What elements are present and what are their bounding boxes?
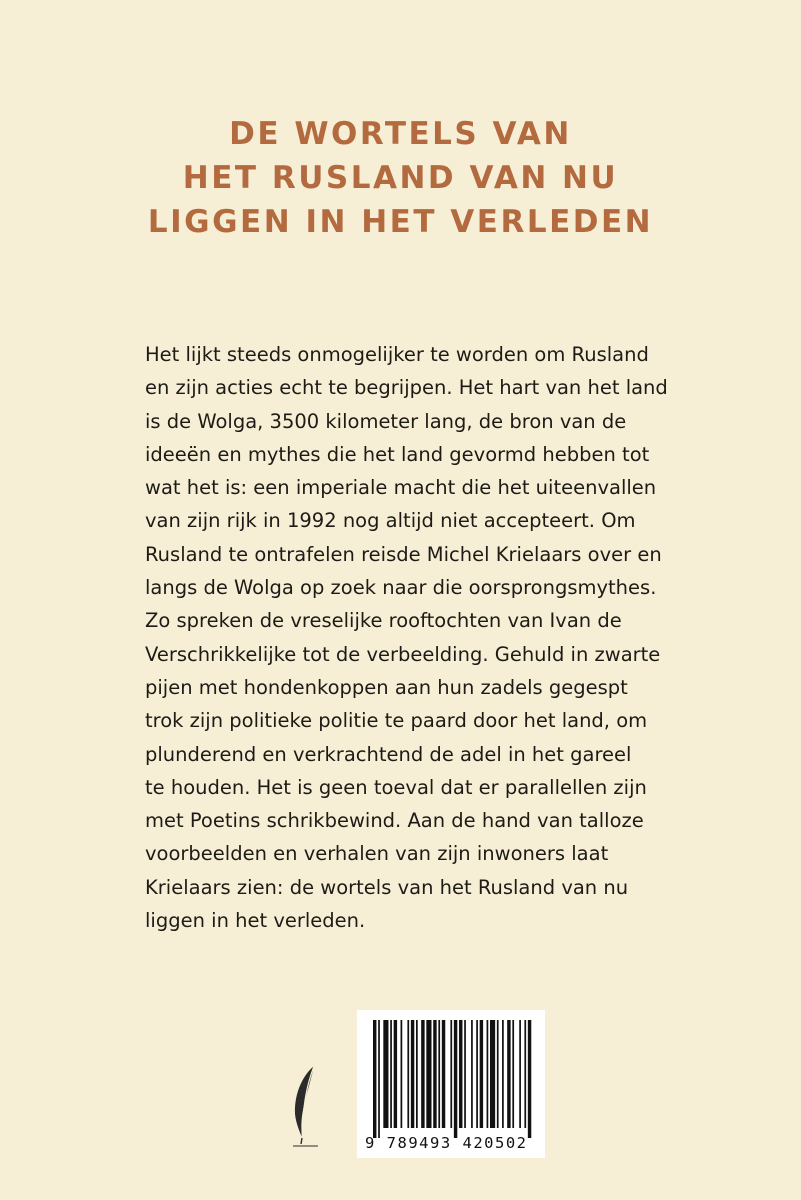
blurb-line: van zijn rijk in 1992 nog altijd niet accepteert. Om	[145, 509, 636, 533]
blurb-line: voorbeelden en verhalen van zijn inwoners laat	[145, 842, 609, 866]
title-line-1: DE WORTELS VAN	[229, 116, 572, 152]
blurb-line: en zijn acties echt te begrijpen. Het hart van het land	[145, 376, 668, 400]
blurb-line: plunderend en verkrachtend de adel in het gareel	[145, 742, 632, 766]
blurb-line: te houden. Het is geen toeval dat er parallellen zijn	[145, 775, 647, 799]
blurb-line: trok zijn politieke politie te paard door het land, om	[145, 709, 648, 733]
blurb-text	[145, 338, 725, 937]
blurb-line: is de Wolga, 3500 kilometer lang, de bron van de	[145, 409, 627, 433]
blurb-line: liggen in het verleden.	[145, 909, 366, 933]
title-line-3: LIGGEN IN HET VERLEDEN	[147, 204, 654, 240]
isbn-number: 9 789493 420502	[365, 1134, 528, 1152]
blurb-line: ideeën en mythes die het land gevormd hebben tot	[145, 442, 650, 466]
blurb-line: wat het is: een imperiale macht die het uiteenvallen	[145, 476, 657, 500]
blurb-line: Het lijkt steeds onmogelijker te worden om Rusland	[145, 343, 649, 366]
blurb-line: pijen met hondenkoppen aan hun zadels gegespt	[145, 675, 628, 699]
blurb-line: Krielaars zien: de wortels van het Rusland van nu	[145, 875, 629, 899]
blurb-line: Zo spreken de vreselijke rooftochten van Ivan de	[145, 609, 622, 633]
quill-feather-icon	[290, 1062, 320, 1148]
title-line-2: HET RUSLAND VAN NU	[182, 160, 619, 196]
blurb-line: Verschrikkelijke tot de verbeelding. Gehuld in zwarte	[145, 642, 661, 666]
back-cover-title	[0, 112, 801, 244]
blurb-line: Rusland te ontrafelen reisde Michel Krielaars over en	[145, 542, 662, 566]
blurb-line: langs de Wolga op zoek naar die oorsprongsmythes.	[145, 576, 657, 600]
barcode	[357, 1010, 545, 1158]
blurb-line: met Poetins schrikbewind. Aan de hand van talloze	[145, 809, 644, 833]
barcode-icon	[373, 1020, 533, 1138]
